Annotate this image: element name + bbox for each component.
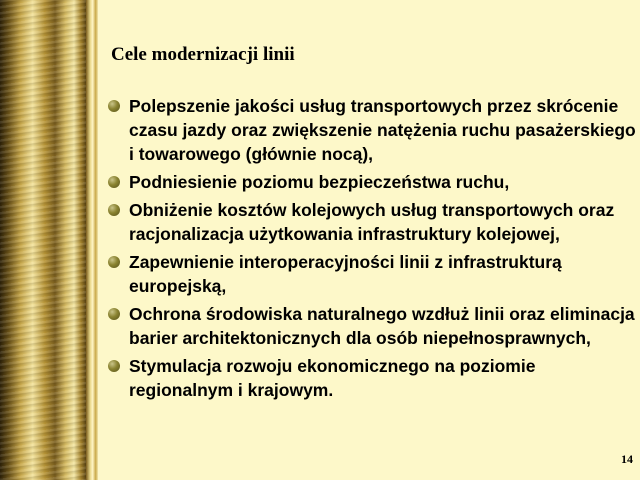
bullet-text: Obniżenie kosztów kolejowych usług transportowych oraz racjonalizacja użytkowania infrastruktury kolejowej, xyxy=(129,200,615,244)
slide-title: Cele modernizacji linii xyxy=(111,44,295,65)
bullet-dot-icon xyxy=(108,360,120,372)
bullet-item xyxy=(106,94,638,166)
decorative-gold-edge xyxy=(86,0,98,480)
bullet-dot-icon xyxy=(108,176,120,188)
decorative-gold-strip xyxy=(0,0,86,480)
bullet-list xyxy=(106,94,638,406)
bullet-text: Podniesienie poziomu bezpieczeństwa ruchu, xyxy=(129,172,510,192)
bullet-item xyxy=(106,198,638,246)
bullet-dot-icon xyxy=(108,308,120,320)
bullet-text: Ochrona środowiska naturalnego wzdłuż linii oraz eliminacja barier architektonicznych dla osób niepełnosprawnych, xyxy=(129,304,635,348)
bullet-item xyxy=(106,354,638,402)
bullet-item xyxy=(106,302,638,350)
bullet-text: Polepszenie jakości usług transportowych przez skrócenie czasu jazdy oraz zwiększenie natężenia ruchu pasażerskiego i towarowego (głównie nocą), xyxy=(129,96,636,164)
bullet-dot-icon xyxy=(108,204,120,216)
bullet-dot-icon xyxy=(108,100,120,112)
bullet-item xyxy=(106,170,638,194)
slide-number: 14 xyxy=(621,452,633,466)
bullet-text: Stymulacja rozwoju ekonomicznego na poziomie regionalnym i krajowym. xyxy=(129,356,536,400)
bullet-dot-icon xyxy=(108,256,120,268)
bullet-text: Zapewnienie interoperacyjności linii z infrastrukturą europejską, xyxy=(129,252,562,296)
bullet-item xyxy=(106,250,638,298)
